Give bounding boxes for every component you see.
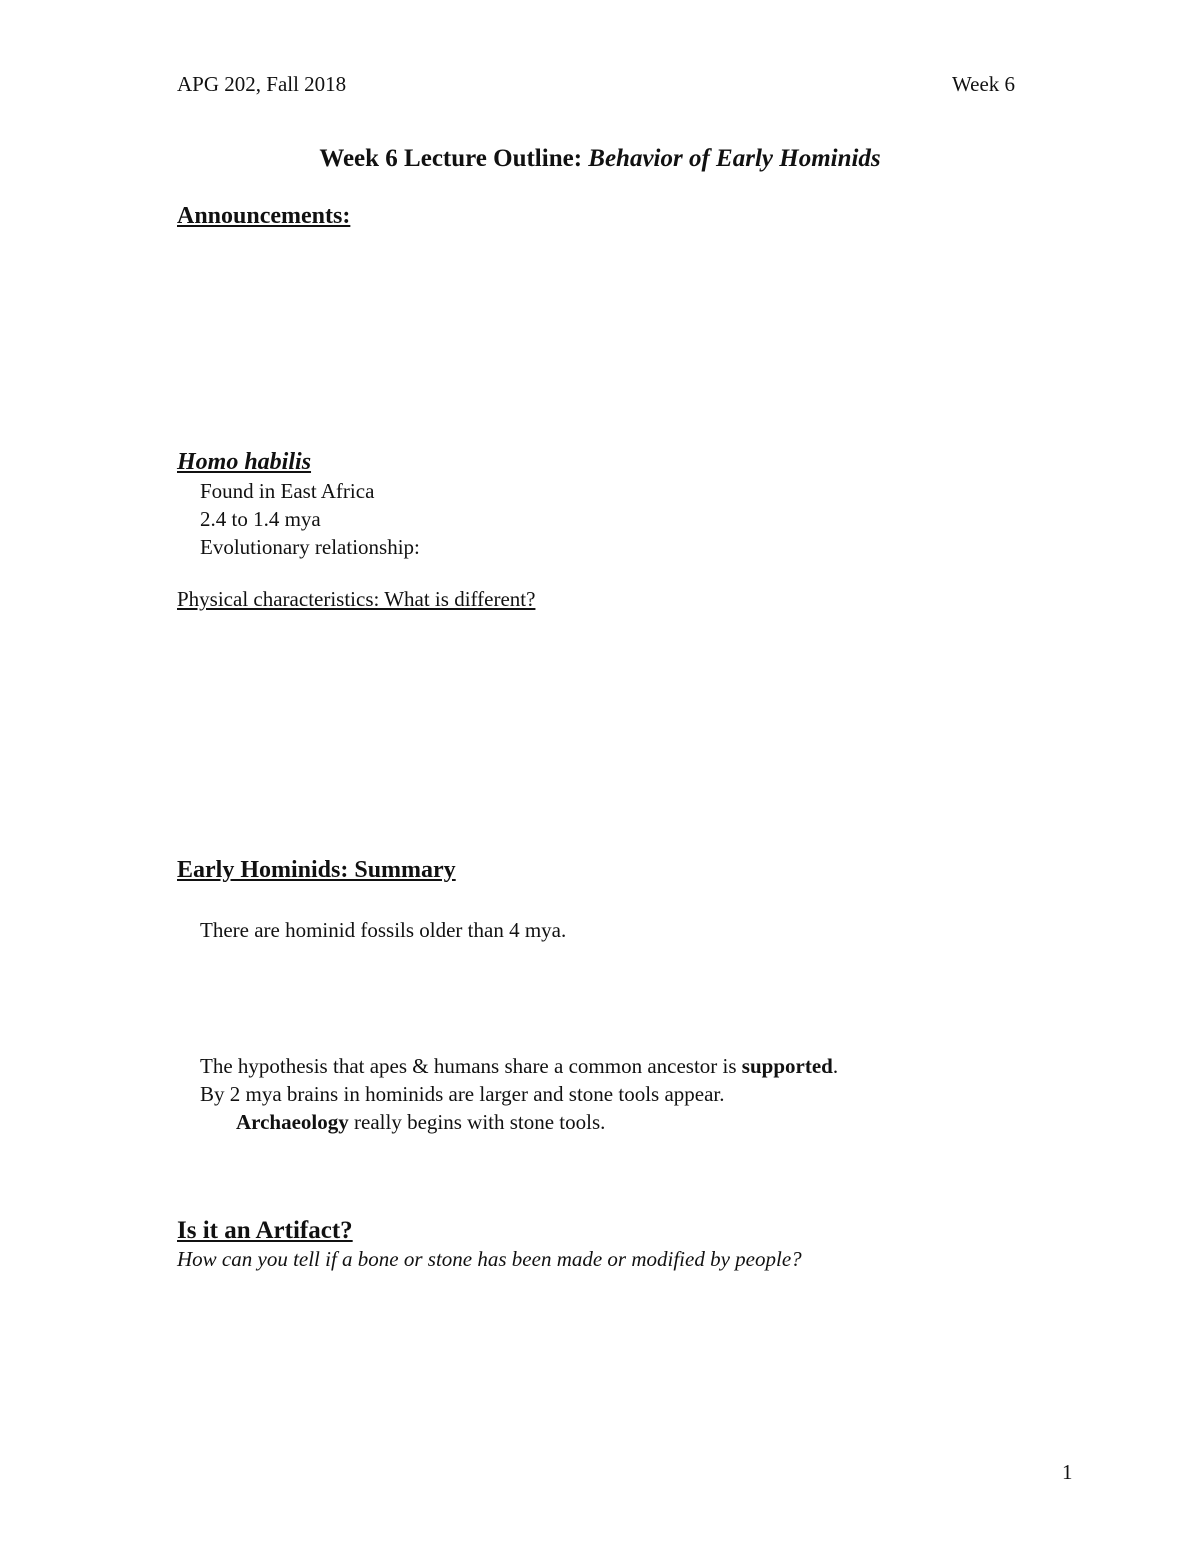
title-emphasis: Behavior of Early Hominids <box>588 145 881 172</box>
page-number: 1 <box>1062 1460 1073 1484</box>
hypothesis-end: . <box>832 1054 839 1078</box>
hypothesis-bold: supported <box>741 1054 833 1078</box>
summary-hypothesis-line <box>200 1054 838 1079</box>
homo-habilis-relationship: Evolutionary relationship: <box>200 535 420 559</box>
homo-habilis-dates: 2.4 to 1.4 mya <box>200 507 321 531</box>
summary-brains-line: By 2 mya brains in hominids are larger and stone tools appear. <box>200 1082 725 1106</box>
page-title <box>0 145 1200 173</box>
title-prefix: Week 6 Lecture Outline: <box>319 145 589 172</box>
artifact-question: How can you tell if a bone or stone has been made or modified by people? <box>177 1247 802 1271</box>
summary-heading: Early Hominids: Summary <box>177 857 456 883</box>
physical-characteristics-heading: Physical characteristics: What is different? <box>177 587 536 611</box>
artifact-heading: Is it an Artifact? <box>177 1217 353 1244</box>
announcements-heading: Announcements: <box>177 203 351 229</box>
homo-habilis-location: Found in East Africa <box>200 479 375 503</box>
archaeology-text: really begins with stone tools. <box>348 1110 606 1134</box>
header-week: Week 6 <box>952 72 1016 96</box>
hypothesis-text: The hypothesis that apes & humans share a common ancestor is <box>200 1054 742 1078</box>
archaeology-bold: Archaeology <box>236 1110 349 1134</box>
summary-fossils-line: There are hominid fossils older than 4 mya. <box>200 918 567 942</box>
header-course: APG 202, Fall 2018 <box>177 72 347 96</box>
summary-archaeology-line <box>236 1110 605 1135</box>
homo-habilis-heading: Homo habilis <box>177 449 312 475</box>
